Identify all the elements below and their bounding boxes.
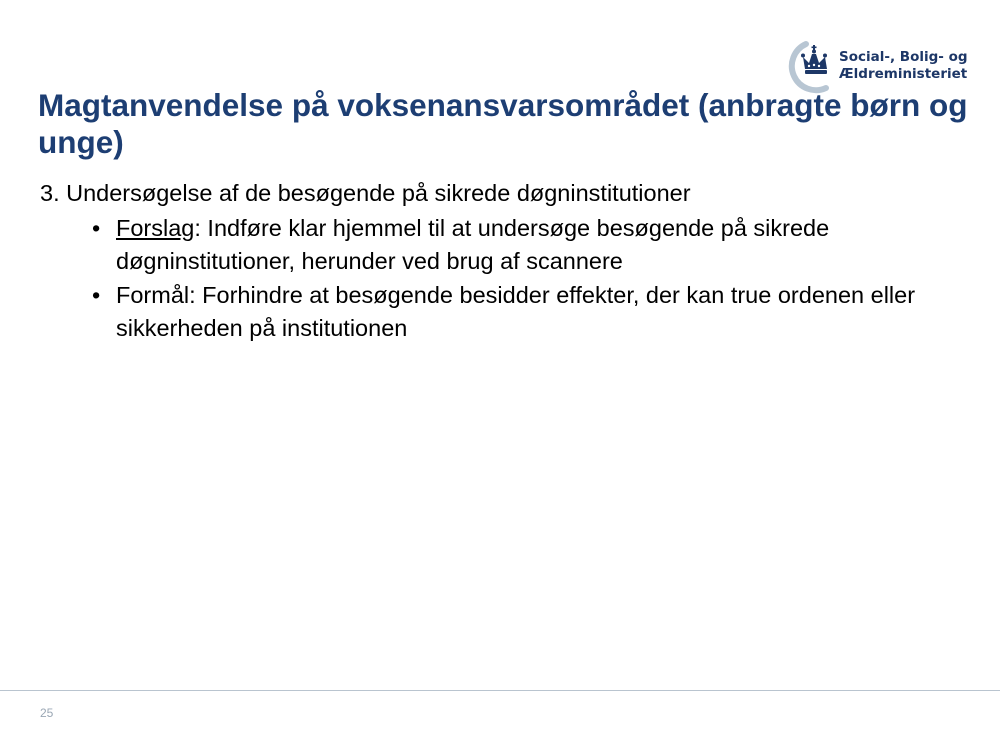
crown-emblem-icon [786, 40, 838, 94]
bullet-text: : Indføre klar hjemmel til at undersøge besøgende på sikrede døgninstitutioner, herunder ved brug af scannere [116, 215, 830, 274]
footer-divider [0, 690, 1000, 691]
bullet-item-forslag [40, 212, 970, 278]
bullet-icon: • [92, 215, 101, 241]
ministry-name-line1: Social-, Bolig- og [839, 49, 968, 65]
section-heading: 3. Undersøgelse af de besøgende på sikrede døgninstitutioner [40, 180, 691, 206]
bullet-list [40, 212, 970, 345]
ministry-logo [786, 40, 976, 94]
slide-title: Magtanvendelse på voksenansvarsområdet (anbragte børn og unge) [38, 87, 968, 160]
bullet-label: Forslag [116, 215, 195, 241]
bullet-label: Formål [116, 282, 190, 308]
bullet-text: : Forhindre at besøgende besidder effekter, der kan true ordenen eller sikkerheden på institutionen [116, 282, 916, 341]
ministry-name-line2: Ældreministeriet [839, 66, 968, 82]
page-number: 25 [40, 706, 54, 720]
slide-content [40, 177, 970, 346]
bullet-item-formaal [40, 279, 970, 345]
bullet-icon: • [92, 282, 101, 308]
ministry-name [839, 49, 968, 83]
